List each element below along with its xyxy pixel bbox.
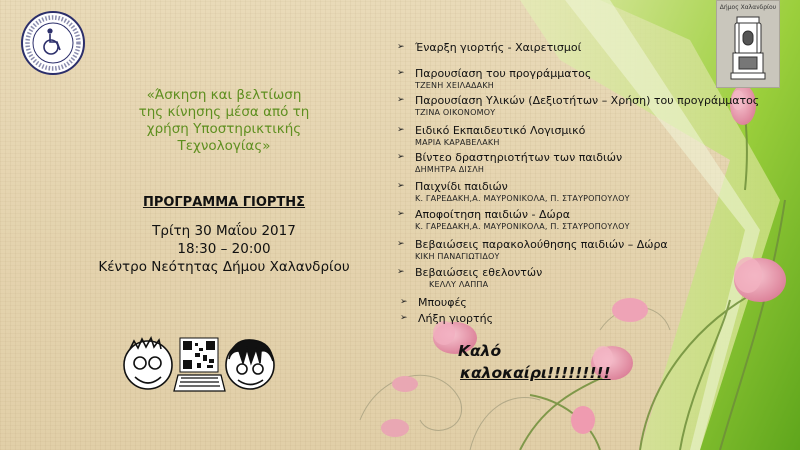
arrow-bullet-icon: ➢ [397,152,405,162]
arrow-bullet-icon: ➢ [400,313,408,323]
agenda-item-label: Βεβαιώσεις εθελοντών [415,266,543,279]
municipality-emblem-icon [717,1,779,87]
agenda-item-presenter: ΚΙΚΗ ΠΑΝΑΓΙΩΤΙΔΟΥ [415,252,500,261]
agenda-item-label: Αποφοίτηση παιδιών - Δώρα [415,208,570,221]
title-line: της κίνησης μέσα από τη [138,104,310,120]
arrow-bullet-icon: ➢ [397,68,405,78]
agenda-item-presenter: ΤΖΙΝΑ ΟΙΚΟΝΟΜΟΥ [415,108,496,117]
arrow-bullet-icon: ➢ [397,239,405,249]
agenda-item-label: Έναρξη γιορτής - Χαιρετισμοί [415,41,582,54]
event-time: 18:30 – 20:00 [177,241,271,257]
program-heading: ΠΡΟΓΡΑΜΜΑ ΓΙΟΡΤΗΣ [142,195,306,210]
agenda-item-presenter: Κ. ΓΑΡΕΔΑΚΗ,Α. ΜΑΥΡΟΝΙΚΟΛΑ, Π. ΣΤΑΥΡΟΠΟΥΛΟΥ [415,194,630,203]
agenda-item-label: Παρουσίαση του προγράμματος [415,67,592,80]
closing-wish [458,340,611,384]
title-line: Τεχνολογίας» [177,138,271,154]
agenda-item-label: Λήξη γιορτής [418,312,494,325]
agenda-item-presenter: ΚΕΛΛΥ ΛΑΠΠΑ [429,280,489,289]
arrow-bullet-icon: ➢ [397,42,405,52]
arrow-bullet-icon: ➢ [397,181,405,191]
agenda-item-label: Βεβαιώσεις παρακολούθησης παιδιών – Δώρα [415,238,668,251]
arrow-bullet-icon: ➢ [397,125,405,135]
closing-line-1: Καλό [458,342,502,360]
agenda-item-label: Παρουσίαση Υλικών (Δεξιοτήτων – Χρήση) του προγράμματος [415,94,760,107]
event-date: Τρίτη 30 Μαΐου 2017 [152,223,296,239]
agenda-item-label: Μπουφές [418,296,467,309]
arrow-bullet-icon: ➢ [397,95,405,105]
title-line: «Άσκηση και βελτίωση [146,87,302,103]
title-line: χρήση Υποστηρικτικής [146,121,302,137]
agenda-item-presenter: ΤΖΕΝΗ ΧΕΙΛΑΔΑΚΗ [415,81,495,90]
agenda-item-presenter: ΜΑΡΙΑ ΚΑΡΑΒΕΛΑΚΗ [415,138,500,147]
agenda-item-label: Παιχνίδι παιδιών [415,180,508,193]
arrow-bullet-icon: ➢ [397,209,405,219]
arrow-bullet-icon: ➢ [397,267,405,277]
agenda-item-label: Ειδικό Εκπαιδευτικό Λογισμικό [415,124,586,137]
agenda-item-presenter: Κ. ΓΑΡΕΔΑΚΗ,Α. ΜΑΥΡΟΝΙΚΟΛΑ, Π. ΣΤΑΥΡΟΠΟΥΛΟΥ [415,222,630,231]
municipality-emblem [716,0,780,88]
agenda-item-presenter: ΔΗΜΗΤΡΑ ΔΙΣΛΗ [415,165,485,174]
closing-line-2: καλοκαίρι!!!!!!!!! [460,364,611,382]
agenda-item-label: Βίντεο δραστηριοτήτων των παιδιών [415,151,623,164]
arrow-bullet-icon: ➢ [400,297,408,307]
event-venue: Κέντρο Νεότητας Δήμου Χαλανδρίου [98,259,350,275]
municipality-name: Δήμος Χαλανδρίου [719,4,777,11]
